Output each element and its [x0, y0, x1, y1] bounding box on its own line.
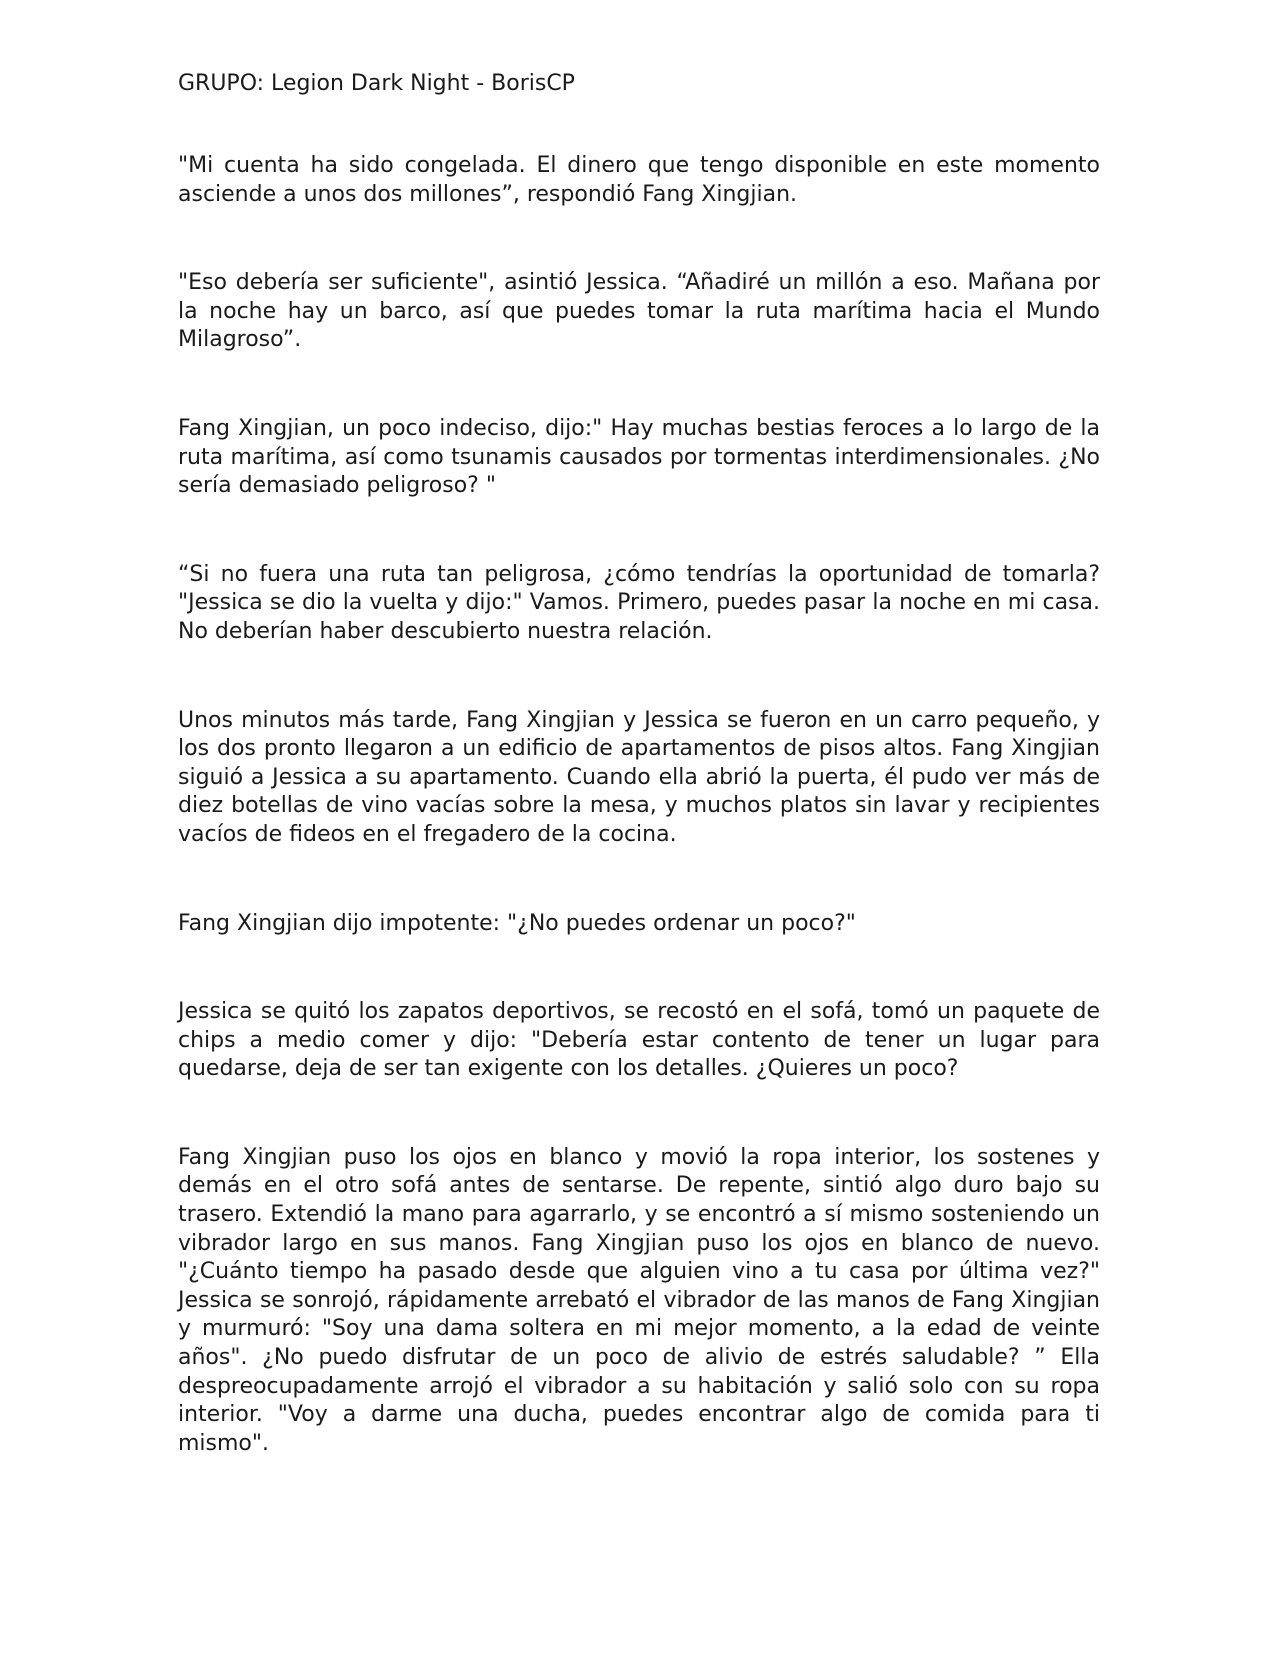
paragraph: Jessica se quitó los zapatos deportivos, se recostó en el sofá, tomó un paquete de chips a medio comer y dijo: "Debería estar contento de tener un lugar para quedarse, deja de ser tan exigente con los detalles. ¿Quieres un poco?: [178, 999, 1100, 1082]
group-header: GRUPO: Legion Dark Night - BorisCP: [178, 71, 575, 96]
paragraph: Fang Xingjian dijo impotente: "¿No puedes ordenar un poco?": [178, 910, 856, 936]
paragraph: “Si no fuera una ruta tan peligrosa, ¿cómo tendrías la oportunidad de tomarla? "Jessica se dio la vuelta y dijo:" Vamos. Primero, puedes pasar la noche en mi casa. No deberían haber descubierto nuestra relación.: [178, 561, 1100, 644]
document-body: [178, 152, 1100, 1458]
paragraph: "Mi cuenta ha sido congelada. El dinero que tengo disponible en este momento asciende a unos dos millones”, respondió Fang Xingjian.: [178, 153, 1100, 207]
paragraph: Fang Xingjian, un poco indeciso, dijo:" Hay muchas bestias feroces a lo largo de la ruta marítima, así como tsunamis causados por tormentas interdimensionales. ¿No sería demasiado peligroso? ": [178, 415, 1100, 499]
paragraph: "Eso debería ser suficiente", asintió Jessica. “Añadiré un millón a eso. Mañana por la noche hay un barco, así que puedes tomar la ruta marítima hacia el Mundo Milagroso”.: [178, 270, 1100, 353]
paragraph: Fang Xingjian puso los ojos en blanco y movió la ropa interior, los sostenes y demás en el otro sofá antes de sentarse. De repente, sintió algo duro bajo su trasero. Extendió la mano para agarrarlo, y se encontró a sí mismo sosteniendo un vibrador largo en sus manos. Fang Xingjian puso los ojos en blanco de nuevo. "¿Cuánto tiempo ha pasado desde que alguien vino a tu casa por última vez?" Jessica se sonrojó, rápidamente arrebató el vibrador de las manos de Fang Xingjian y murmuró: "Soy una dama soltera en mi mejor momento, a la edad de veinte años". ¿No puedo disfrutar de un poco de alivio de estrés saludable? ” Ella despreocupadamente arrojó el vibrador a su habitación y salió solo con su ropa interior. "Voy a darme una ducha, puedes encontrar algo de comida para ti mismo".: [178, 1144, 1100, 1456]
paragraph: Unos minutos más tarde, Fang Xingjian y Jessica se fueron en un carro pequeño, y los dos pronto llegaron a un edificio de apartamentos de pisos altos. Fang Xingjian siguió a Jessica a su apartamento. Cuando ella abrió la puerta, él pudo ver más de diez botellas de vino vacías sobre la mesa, y muchos platos sin lavar y recipientes vacíos de fideos en el fregadero de la cocina.: [178, 707, 1100, 847]
